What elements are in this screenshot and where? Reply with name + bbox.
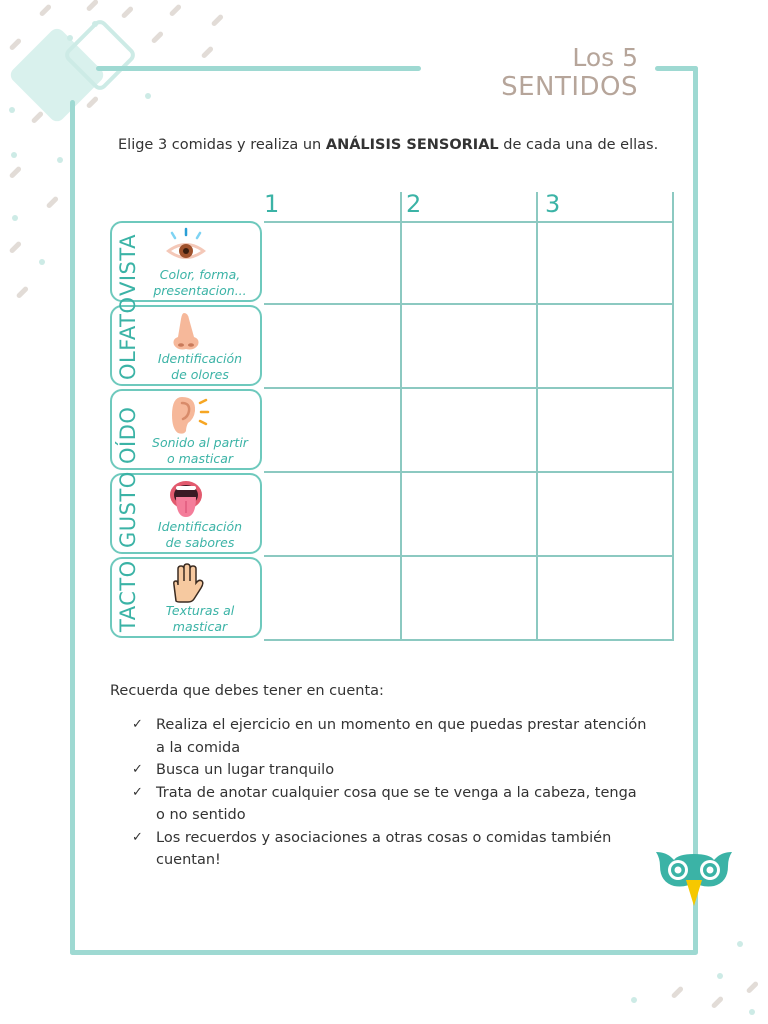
instruction-text [118,137,658,153]
sense-desc-olfato-line2: de olores [171,367,229,382]
tip-4-line2: cuentan! [156,852,221,868]
check-icon: ✓ [132,784,143,800]
column-header-1: 1 [264,190,280,218]
sense-desc-tacto [140,603,260,635]
list-item [132,714,672,759]
grid-hline-2 [264,303,674,305]
column-header-2: 2 [406,190,422,218]
title-line-1: Los 5 [572,43,638,72]
sense-desc-tacto-line2: masticar [172,619,228,634]
title-line-2: SENTIDOS [501,71,638,102]
sense-card-gusto [110,473,262,554]
sense-desc-vista-line1: Color, forma, [159,267,241,282]
owl-logo-icon [652,846,736,910]
tip-4-line1: Los recuerdos y asociaciones a otras cosas o comidas también [156,829,612,846]
sense-card-tacto [110,557,262,638]
eye-icon [162,227,210,267]
page-title [501,44,638,103]
frame-left-line [70,100,75,955]
answer-cell-vista-1[interactable] [266,223,398,301]
grid-hline-5 [264,555,674,557]
list-item [132,782,672,827]
nose-icon [162,311,210,351]
list-item [132,827,672,872]
instruction-before: Elige 3 comidas y realiza un [118,137,326,153]
sense-desc-tacto-line1: Texturas al [165,603,235,618]
answer-cell-vista-2[interactable] [402,223,534,301]
sense-card-olfato [110,296,262,386]
sense-desc-olfato [140,351,260,383]
sense-card-vista [110,221,262,302]
sense-name-gusto: GUSTO [116,471,140,548]
mouth-icon [162,479,210,519]
sense-name-oido: OÍDO [116,406,140,464]
frame-bottom-line [70,950,698,955]
sense-desc-olfato-line1: Identificación [157,351,243,366]
grid-vline-3 [672,192,674,640]
tip-1-line2: a la comida [156,739,241,756]
sense-desc-vista [140,267,260,299]
tips-list [132,714,672,872]
sense-desc-oido [140,435,260,467]
check-icon: ✓ [132,762,143,777]
check-icon: ✓ [132,717,143,732]
sense-name-vista: VISTA [116,234,140,296]
grid-hline-3 [264,387,674,389]
hand-icon [162,563,210,603]
grid-hline-4 [264,471,674,473]
answer-cell-vista-3[interactable] [538,223,670,301]
frame-right-line [693,66,698,954]
sense-desc-gusto [140,519,260,551]
tip-3-line1: Trata de anotar cualquier cosa que se te venga a la cabeza, tenga [156,784,637,801]
tip-3-line2: o no sentido [156,807,246,823]
sense-desc-gusto-line2: de sabores [165,535,235,550]
sense-name-olfato: OLFATO [116,296,140,380]
check-icon: ✓ [132,829,143,845]
list-item [132,759,672,782]
ear-icon [162,395,210,435]
sense-desc-oido-line1: Sonido al partir [152,435,248,450]
tip-1-line1: Realiza el ejercicio en un momento en que puedas prestar atención [156,717,647,733]
frame-top-line [96,66,421,71]
sense-desc-gusto-line1: Identificación [157,519,243,534]
frame-top-right-line [655,66,698,71]
sense-card-oido [110,389,262,470]
tip-2-line1: Busca un lugar tranquilo [156,762,335,778]
instruction-bold: ANÁLISIS SENSORIAL [325,137,499,153]
instruction-after: de cada una de ellas. [498,137,659,153]
sense-desc-vista-line2: presentacion... [153,283,247,298]
sense-desc-oido-line2: o masticar [166,451,233,466]
remember-heading: Recuerda que debes tener en cuenta: [110,683,384,699]
column-header-3: 3 [545,190,561,218]
sense-name-tacto: TACTO [116,560,140,632]
grid-hline-6 [264,639,674,641]
